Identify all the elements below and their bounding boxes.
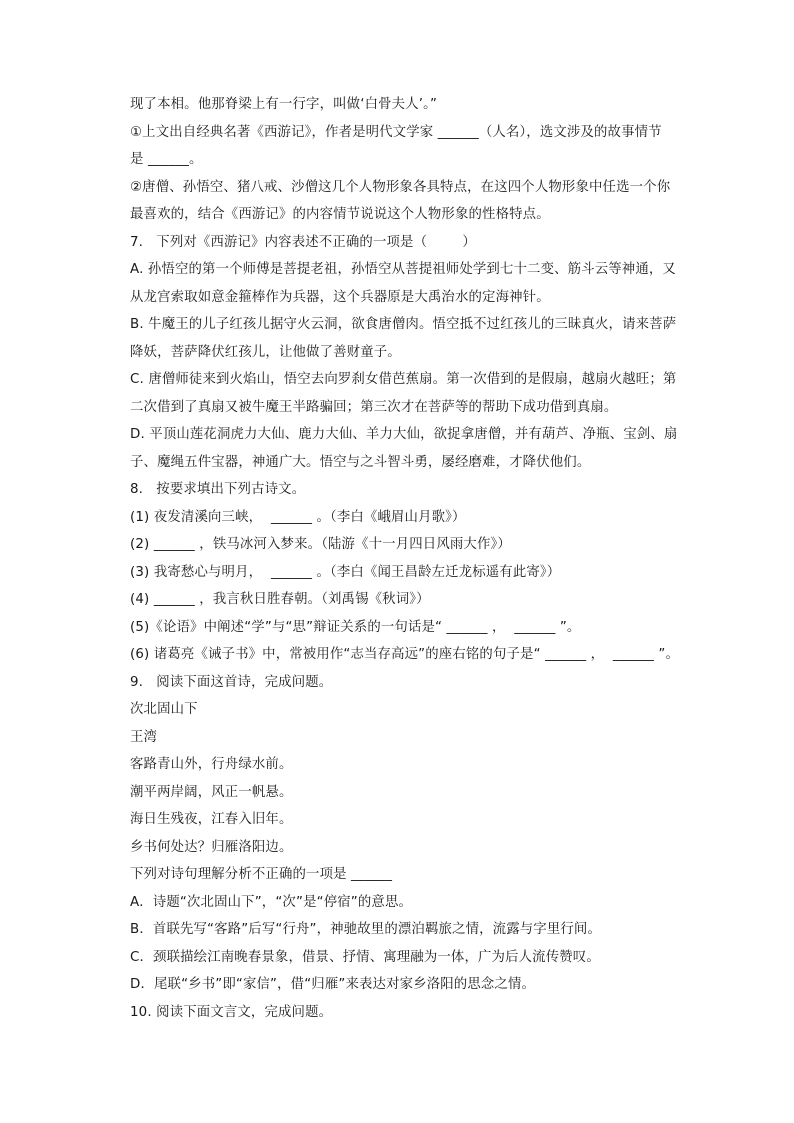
text-line: 现了本相。他那脊梁上有一行字，叫做‘白骨夫人’。” [130,97,438,112]
question-6-1-line-cont: 是 ______。 [130,152,203,167]
question-9-option-a: A．诗题“次北固山下”，“次”是“停宿”的意思。 [130,895,413,910]
question-8-item-1: (1) 夜发清溪向三峡， ______ 。（李白《峨眉山月歌》） [130,510,466,525]
question-8-stem: 8. 按要求填出下列古诗文。 [130,482,306,497]
question-7-option-b: B. 牛魔王的儿子红孩儿据守火云洞，欲食唐僧肉。悟空抵不过红孩儿的三昧真火，请来菩萨 [130,317,677,332]
question-8-item-2: (2) ______ ，铁马冰河入梦来。（陆游《十一月四日风雨大作》） [130,537,511,552]
question-7-option-d-cont: 子、魔绳五件宝器，神通广大。悟空与之斗智斗勇，屡经磨难，才降伏他们。 [130,455,591,470]
question-10-stem: 10. 阅读下面文言文，完成问题。 [130,1005,333,1020]
poem-line-2: 潮平两岸阔，风正一帆悬。 [130,785,293,800]
question-7-option-b-cont: 降妖，菩萨降伏红孩儿，让他做了善财童子。 [130,345,401,360]
question-7-option-c-cont: 二次借到了真扇又被牛魔王半路骗回；第三次才在菩萨等的帮助下成功借到真扇。 [130,400,618,415]
poem-line-3: 海日生残夜，江春入旧年。 [130,812,293,827]
question-9-option-d: D．尾联“乡书”即“家信”，借“归雁”来表达对家乡洛阳的思念之情。 [130,977,536,992]
poem-author: 王湾 [130,730,158,745]
question-9-stem: 9. 阅读下面这首诗，完成问题。 [130,675,333,690]
question-7-stem: 7. 下列对《西游记》内容表述不正确的一项是（ ） [130,235,476,250]
poem-line-4: 乡书何处达？归雁洛阳边。 [130,840,293,855]
question-8-item-4: (4) ______ ，我言秋日胜春朝。（刘禹锡《秋词》） [130,592,430,607]
question-8-item-3: (3) 我寄愁心与明月， ______ 。（李白《闻王昌龄左迁龙标遥有此寄》） [130,565,561,580]
question-7-option-a-cont: 从龙宫索取如意金箍棒作为兵器，这个兵器原是大禹治水的定海神针。 [130,290,550,305]
question-8-item-6: (6) 诸葛亮《诫子书》中，常被用作“志当存高远”的座右铭的句子是“ ______ ， ______ ”。 [130,647,680,662]
question-9-option-b: B．首联先写“客路”后写“行舟”，神驰故里的漂泊羁旅之情，流露与字里行间。 [130,922,601,937]
poem-line-1: 客路青山外，行舟绿水前。 [130,757,293,772]
question-8-item-5: (5)《论语》中阐述“学”与“思”辩证关系的一句话是“ ______ ， ______ ”。 [130,620,581,635]
question-6-2-line-cont: 最喜欢的，结合《西游记》的内容情节说说这个人物形象的性格特点。 [130,207,550,222]
question-9-prompt: 下列对诗句理解分析不正确的一项是 ______ [130,867,393,882]
question-6-1-line: ①上文出自经典名著《西游记》，作者是明代文学家 ______（人名），选文涉及的故事情节 [130,125,662,140]
question-7-option-d: D. 平顶山莲花洞虎力大仙、鹿力大仙、羊力大仙，欲捉拿唐僧，并有葫芦、净瓶、宝剑、扇 [130,427,678,442]
question-7-option-c: C. 唐僧师徒来到火焰山，悟空去向罗刹女借芭蕉扇。第一次借到的是假扇，越扇火越旺；第 [130,372,677,387]
poem-title: 次北固山下 [130,702,198,717]
question-9-option-c: C．颈联描绘江南晚春景象，借景、抒情、寓理融为一体，广为后人流传赞叹。 [130,950,600,965]
question-7-option-a: A. 孙悟空的第一个师傅是菩提老祖，孙悟空从菩提祖师处学到七十二变、筋斗云等神通，又 [130,262,676,277]
question-6-2-line: ②唐僧、孙悟空、猪八戒、沙僧这几个人物形象各具特点，在这四个人物形象中任选一个你 [130,180,671,195]
